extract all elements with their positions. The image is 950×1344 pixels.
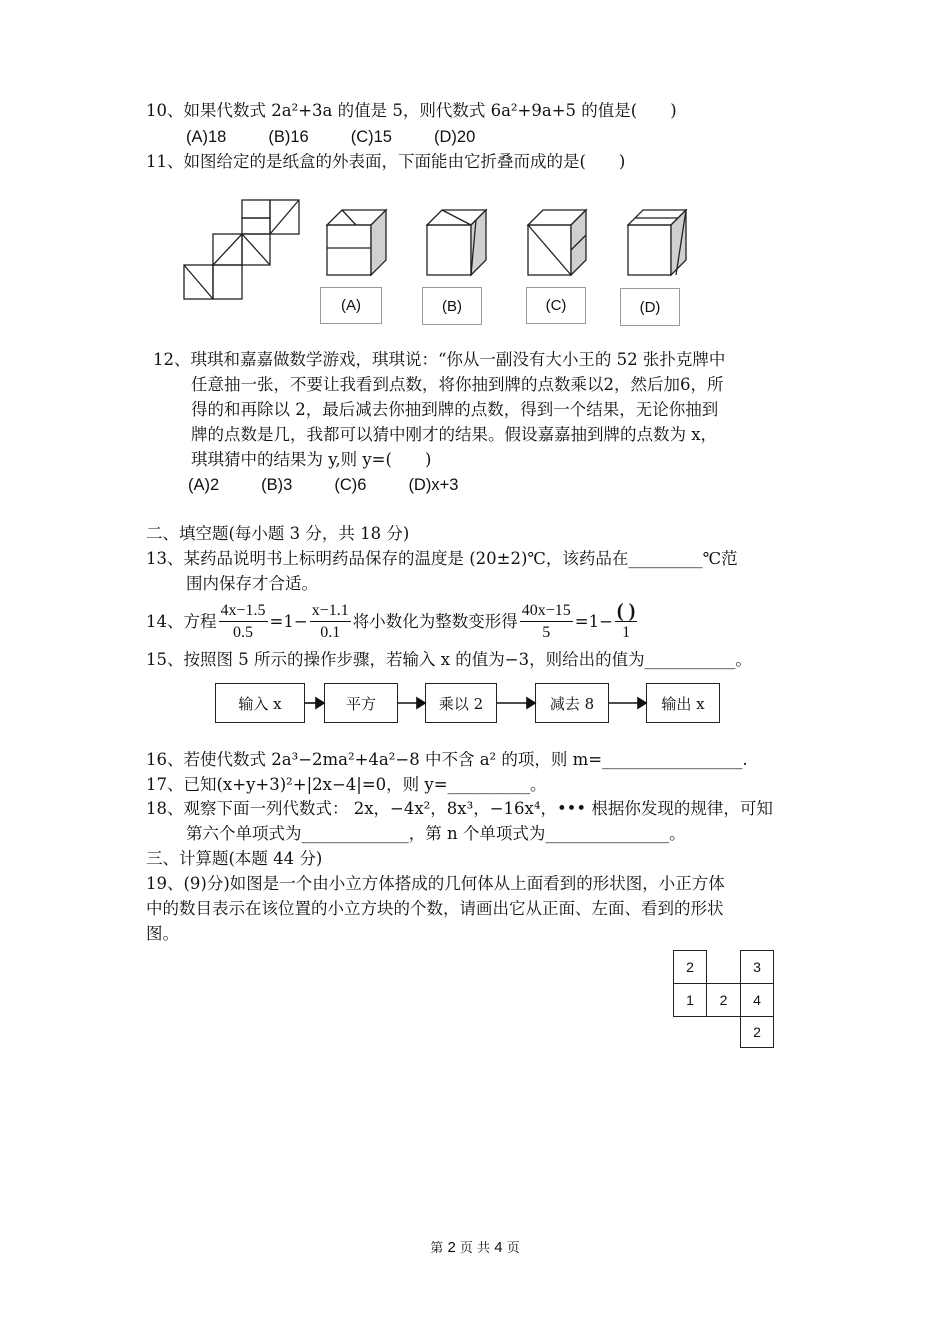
q14-fraction-1 [219, 601, 268, 644]
q10-stem: 10、如果代数式 2a²+3a 的值是 5，则代数式 6a²+9a+5 的值是( ) [146, 101, 677, 120]
q18-line-2: 第六个单项式为_____________，第 n 个单项式为_______________。 [186, 824, 686, 843]
q12-option-d: (D)x+3 [408, 476, 459, 494]
q10-options [186, 127, 517, 147]
cube-b [427, 210, 486, 275]
q10-option-a: (A)18 [186, 128, 227, 146]
q14-fraction-3 [520, 601, 573, 644]
q14-fraction-3-numerator: 40x−15 [520, 601, 573, 622]
q15-stem: 15、按照图 5 所示的操作步骤，若输入 x 的值为−3，则给出的值为___________。 [146, 650, 752, 669]
q14-fraction-2-numerator: x−1.1 [310, 601, 351, 622]
footer-middle: 页 共 [459, 1241, 491, 1256]
q14-fraction-2-denominator: 0.1 [320, 624, 341, 641]
q14-fraction-4-denominator: 1 [622, 624, 631, 641]
q12-line-1: 12、琪琪和嘉嘉做数学游戏，琪琪说：“你从一副没有大小王的 52 张扑克牌中 [153, 350, 726, 369]
q12-line-2: 任意抽一张，不要让我看到点数，将你抽到牌的点数乘以2，然后加6，所 [191, 375, 724, 394]
q12-line-5: 琪琪猜中的结果为 y,则 y=( ) [191, 450, 432, 469]
flow-step-input: 输入 x [215, 683, 305, 723]
footer-prefix: 第 [430, 1241, 444, 1256]
q17: 17、已知(x+y+3)²+|2x−4|=0，则 y=__________。 [146, 775, 547, 794]
section-2-heading: 二、填空题(每小题 3 分，共 18 分) [146, 524, 410, 543]
flow-step-subtract: 减去 8 [535, 683, 609, 723]
q11-stem: 11、如图给定的是纸盒的外表面，下面能由它折叠而成的是( ) [146, 152, 626, 171]
q12-options [188, 475, 500, 495]
q18-line-1: 18、观察下面一列代数式： 2x，−4x²，8x³，−16x⁴，••• 根据你发现的规律，可知 [146, 799, 773, 818]
flow-step-square: 平方 [324, 683, 398, 723]
page-footer [0, 1237, 950, 1256]
cube-a [327, 210, 386, 275]
q14-middle-text: 将小数化为整数变形得 [352, 612, 518, 631]
option-label-d: (D) [620, 288, 680, 326]
q10-option-d: (D)20 [433, 128, 476, 146]
grid-cell: 2 [706, 983, 741, 1017]
q12-option-c: (C)6 [334, 476, 367, 494]
q12-option-a: (A)2 [188, 476, 220, 494]
option-label-a: (A) [320, 287, 382, 324]
option-label-c: (C) [526, 287, 586, 324]
flow-step-output: 输出 x [646, 683, 720, 723]
q13-line-2: 围内保存才合适。 [186, 574, 318, 593]
section-3-heading: 三、计算题(本题 44 分) [146, 849, 323, 868]
q14-equals-1: =1− [269, 612, 308, 631]
q14-fraction-4-numerator: ( ) [616, 600, 636, 622]
grid-cell: 4 [740, 983, 774, 1017]
grid-cell: 2 [740, 1016, 774, 1048]
cube-d [628, 210, 686, 275]
q14-fraction-4 [615, 601, 637, 644]
q19-line-3: 图。 [146, 924, 179, 943]
q14-fraction-3-denominator: 5 [542, 624, 551, 641]
q19-line-1: 19、(9)分)如图是一个由小立方体搭成的几何体从上面看到的形状图，小正方体 [146, 874, 725, 893]
q19-line-2: 中的数目表示在该位置的小立方块的个数，请画出它从正面、左面、看到的形状 [146, 899, 724, 918]
footer-suffix: 页 [506, 1241, 520, 1256]
option-label-b: (B) [422, 287, 482, 325]
cube-net [184, 200, 299, 299]
q14-fraction-1-denominator: 0.5 [233, 624, 254, 641]
flow-step-multiply: 乘以 2 [425, 683, 497, 723]
grid-cell: 3 [740, 950, 774, 984]
q14-equation [146, 596, 639, 648]
grid-cell: 2 [673, 950, 707, 984]
footer-total-pages: 4 [494, 1239, 503, 1256]
q14-prefix: 14、方程 [146, 612, 217, 631]
q12-line-3: 得的和再除以 2，最后减去你抽到牌的点数，得到一个结果，无论你抽到 [191, 400, 719, 419]
footer-page-number: 2 [447, 1239, 456, 1256]
q14-fraction-1-numerator: 4x−1.5 [219, 601, 268, 622]
q13-line-1: 13、某药品说明书上标明药品保存的温度是 (20±2)℃，该药品在_________℃范 [146, 549, 738, 568]
q16: 16、若使代数式 2a³−2ma²+4a²−8 中不含 a² 的项，则 m=_________________. [146, 750, 748, 769]
q10-option-c: (C)15 [350, 128, 392, 146]
q14-equals-2: =1− [574, 612, 613, 631]
grid-cell: 1 [673, 983, 707, 1017]
q12-line-4: 牌的点数是几，我都可以猜中刚才的结果。假设嘉嘉抽到牌的点数为 x， [191, 425, 718, 444]
flow-arrows [0, 683, 950, 723]
q14-fraction-2 [310, 601, 351, 644]
cube-c [528, 210, 586, 275]
q10-option-b: (B)16 [268, 128, 309, 146]
q12-option-b: (B)3 [261, 476, 293, 494]
